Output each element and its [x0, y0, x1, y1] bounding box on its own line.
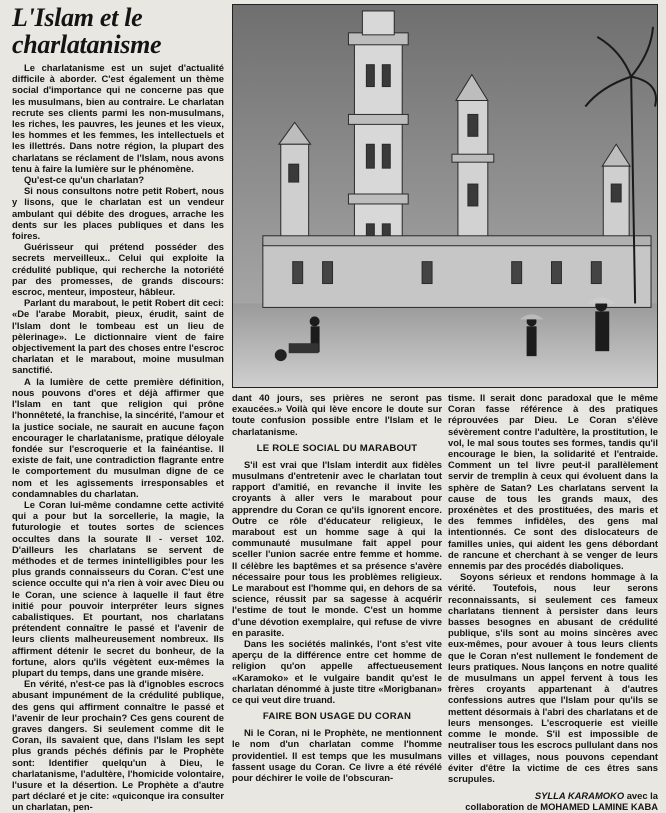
article-column-2	[232, 392, 442, 796]
mosque-body	[263, 236, 651, 308]
section-heading-social-role: LE ROLE SOCIAL DU MARABOUT	[256, 442, 418, 454]
paragraph: Le Coran lui-même condamne cette activité qui a pour but la sorcellerie, la magie, la futurologie et toutes sortes de sciences occultes dans la sourate II - verset 102. D'ailleurs les charlatans se servent de méthodes et de termes inintelligibles pour les plus grands connaisseurs du Coran. C'est une science occulte qui n'a rien à voir avec Dieu ou le Coran, une science à laquelle il faut être initié pour pouvoir interpréter leurs signes cabalistiques. Et pourtant, nos charlatans prétendent connaître le passé et l'avenir de leurs clients malheureusement nombreux. Ils affirment détenir le secret du bonheur, de la fortune, alors qu'ils végètent eux-mêmes la plupart du temps, dans une grande misère.	[12, 498, 224, 678]
paragraph: Dans les sociétés malinkés, l'ont s'est vite aperçu de la différence entre cet homme de religion qu'on appelle affectueusement «Karamoko» et le vulgaire bandit qu'est le charlatan dénommé à juste titre «Morigbanan» ce qui veut dire truand.	[232, 638, 442, 706]
paragraph: tisme. Il serait donc paradoxal que le même Coran fasse référence à des pratiques réprouvées par Dieu. Le Coran s'élève sévèrement contre l'adultère, la prostitution, le vol, le mal sous toutes ses formes, tandis qu'il encourage le bien, la solidarité et l'entraide. Comment un tel livre peut-il parallèlement servir de tremplin à ceux qui évoluent dans la sphère de Satan? Les charlatans servent la cause de tous les grands maux, des proxénètes et des prostituées, des maris et des femmes infidèles, des gens mal intentionnés. Ce sont des dislocateurs de familles unies, qui aident les gens débordant de rancune et cherchant à se venger de leurs ennemis par des procédés diaboliques.	[448, 392, 658, 572]
paragraph: A la lumière de cette première définition, nous pouvons d'ores et déjà affirmer que l'Islam en tant que religion qui prône l'honnêteté, la franchise, la sincérité, l'amour et la justice sociale, ne saurait en aucune façon encourager le charlatanisme, pratique déloyale fondée sur l'escroquerie et la fainéantise. Il existe de fait, une contradiction flagrante entre le comportement du musulman digne de ce nom et les agissements irresponsables et condamnables du charlatan.	[12, 375, 224, 499]
paragraph: Ni le Coran, ni le Prophète, ne mentionnent le nom d'un charlatan comme l'homme providentiel. Il est temps que les musulmans fassent usage du Coran. Ce livre a été révélé pour déchirer le voile de l'obscuran-	[232, 727, 442, 784]
paragraph: Soyons sérieux et rendons hommage à la vérité. Toutefois, nous leur serons reconnaissants, si seulement ces fameux charlatans tiennent à persister dans leurs basses besognes en abusant de crédulité publique, s'ils sont au moins sincères avec eux-mêmes, pour avouer à tous leurs clients que le Coran n'est nullement le fondement de leurs pratiques. Nous lançons en notre qualité de musulmans un appel fervent à tous les frères croyants appartenant à d'autres confessions autres que l'Islam pour qu'ils se mettent désormais à l'abri des charlatans et de leurs mensonges. L'escroquerie est vieille comme le monde. S'il est impossible de neutraliser tous les escrocs pullulant dans nos villes et villages, nous pouvons cependant éviter d'être la victime de ces êtres sans scrupules.	[448, 571, 658, 784]
paragraph: S'il est vrai que l'Islam interdit aux fidèles musulmans d'entretenir avec le charlatan tout rapport d'amitié, en revanche il invite les croyants à aller vers le marabout pour apprendre du Coran ce qu'ils ignorent encore. Outre ce rôle d'éducateur religieux, le marabout est un homme sage à qui la communauté musulmane fait appel pour sceller l'union sacrée entre femme et homme. Il célèbre les baptêmes et sa présence s'avère nécessaire pour tous les problèmes religieux. Le marabout est l'homme qui, en dehors de sa science, réussit par sa sagesse à acquérir l'estime de tout le monde. C'est un homme d'une dévotion exemplaire, qui refuse de vivre en parasite.	[232, 458, 442, 638]
article-title: L'Islam et le charlatanisme	[12, 3, 162, 59]
author-suffix: avec la	[624, 790, 658, 802]
paragraph: dant 40 jours, ses prières ne seront pas exaucées.» Voilà qui lève encore le doute sur toute confusion possible entre l'Islam et le charlatanisme.	[232, 392, 442, 437]
paragraph: Qu'est-ce qu'un charlatan?	[24, 174, 145, 186]
paragraph: Guérisseur qui prétend posséder des secrets merveilleux.. Celui qui exploite la crédulité publique, qui recherche la notoriété par des promesses, de grands discours: escroc, menteur, imposteur, hâbleur.	[12, 241, 224, 298]
article-column-3	[448, 392, 658, 813]
mosque-photo-illustration	[233, 5, 657, 387]
mosque-photo	[232, 4, 658, 388]
collaboration-prefix: collaboration de	[465, 801, 541, 813]
paragraph: Parlant du marabout, le petit Robert dit ceci: «De l'arabe Morabit, pieux, érudit, saint de l'Islam dont le tombeau est un lieu de pèlerinage». Le dictionnaire vient de faire objectivement la part des choses entre l'escroc charlatan et le marabout, moine musulman sanctifié.	[12, 297, 224, 376]
section-heading-coran-usage: FAIRE BON USAGE DU CORAN	[262, 711, 412, 723]
paragraph: Si nous consultons notre petit Robert, nous y lisons, que le charlatan est un vendeur ambulant qui débite des drogues, arrache les dents sur les places publiques et dans les foires.	[12, 185, 224, 242]
article-column-1	[12, 62, 224, 813]
paragraph: Le charlatanisme est un sujet d'actualité difficile à aborder. C'est également un thème social d'importance qui ne concerne pas que les musulmans, bien au contraire. Le charlatan recrute ses clients parmi les non-musulmans, les riches, les pauvres, les jeunes et les vieux, les hommes et les femmes, les intellectuels et les illettrés. Dans notre région, la plupart des charlatans se réclament de l'Islam, nous avons tenu à faire la lumière sur le phénomène.	[12, 62, 224, 174]
collaborator-name: MOHAMED LAMINE KABA	[540, 801, 658, 813]
author-name: SYLLA KARAMOKO	[534, 790, 625, 802]
paragraph: En vérité, n'est-ce pas là d'ignobles escrocs abusant impunément de la crédulité publique, des gens qui affirment connaître le passé et l'avenir de leur prochain? Ces gens courent de graves dangers. Si seulement comme dit le Coran, ils savaient que, dans l'Islam les sept plus grands péchés définis par le Prophète sont: Identifier quelqu'un à Dieu, le charlatanisme, l'adultère, l'homicide volontaire, l'usure et la désertion. Le Prophète a d'autre part déclaré et je cite: «quiconque ira consulter un charlatan, pen-	[12, 678, 224, 813]
author-signature	[448, 790, 658, 812]
